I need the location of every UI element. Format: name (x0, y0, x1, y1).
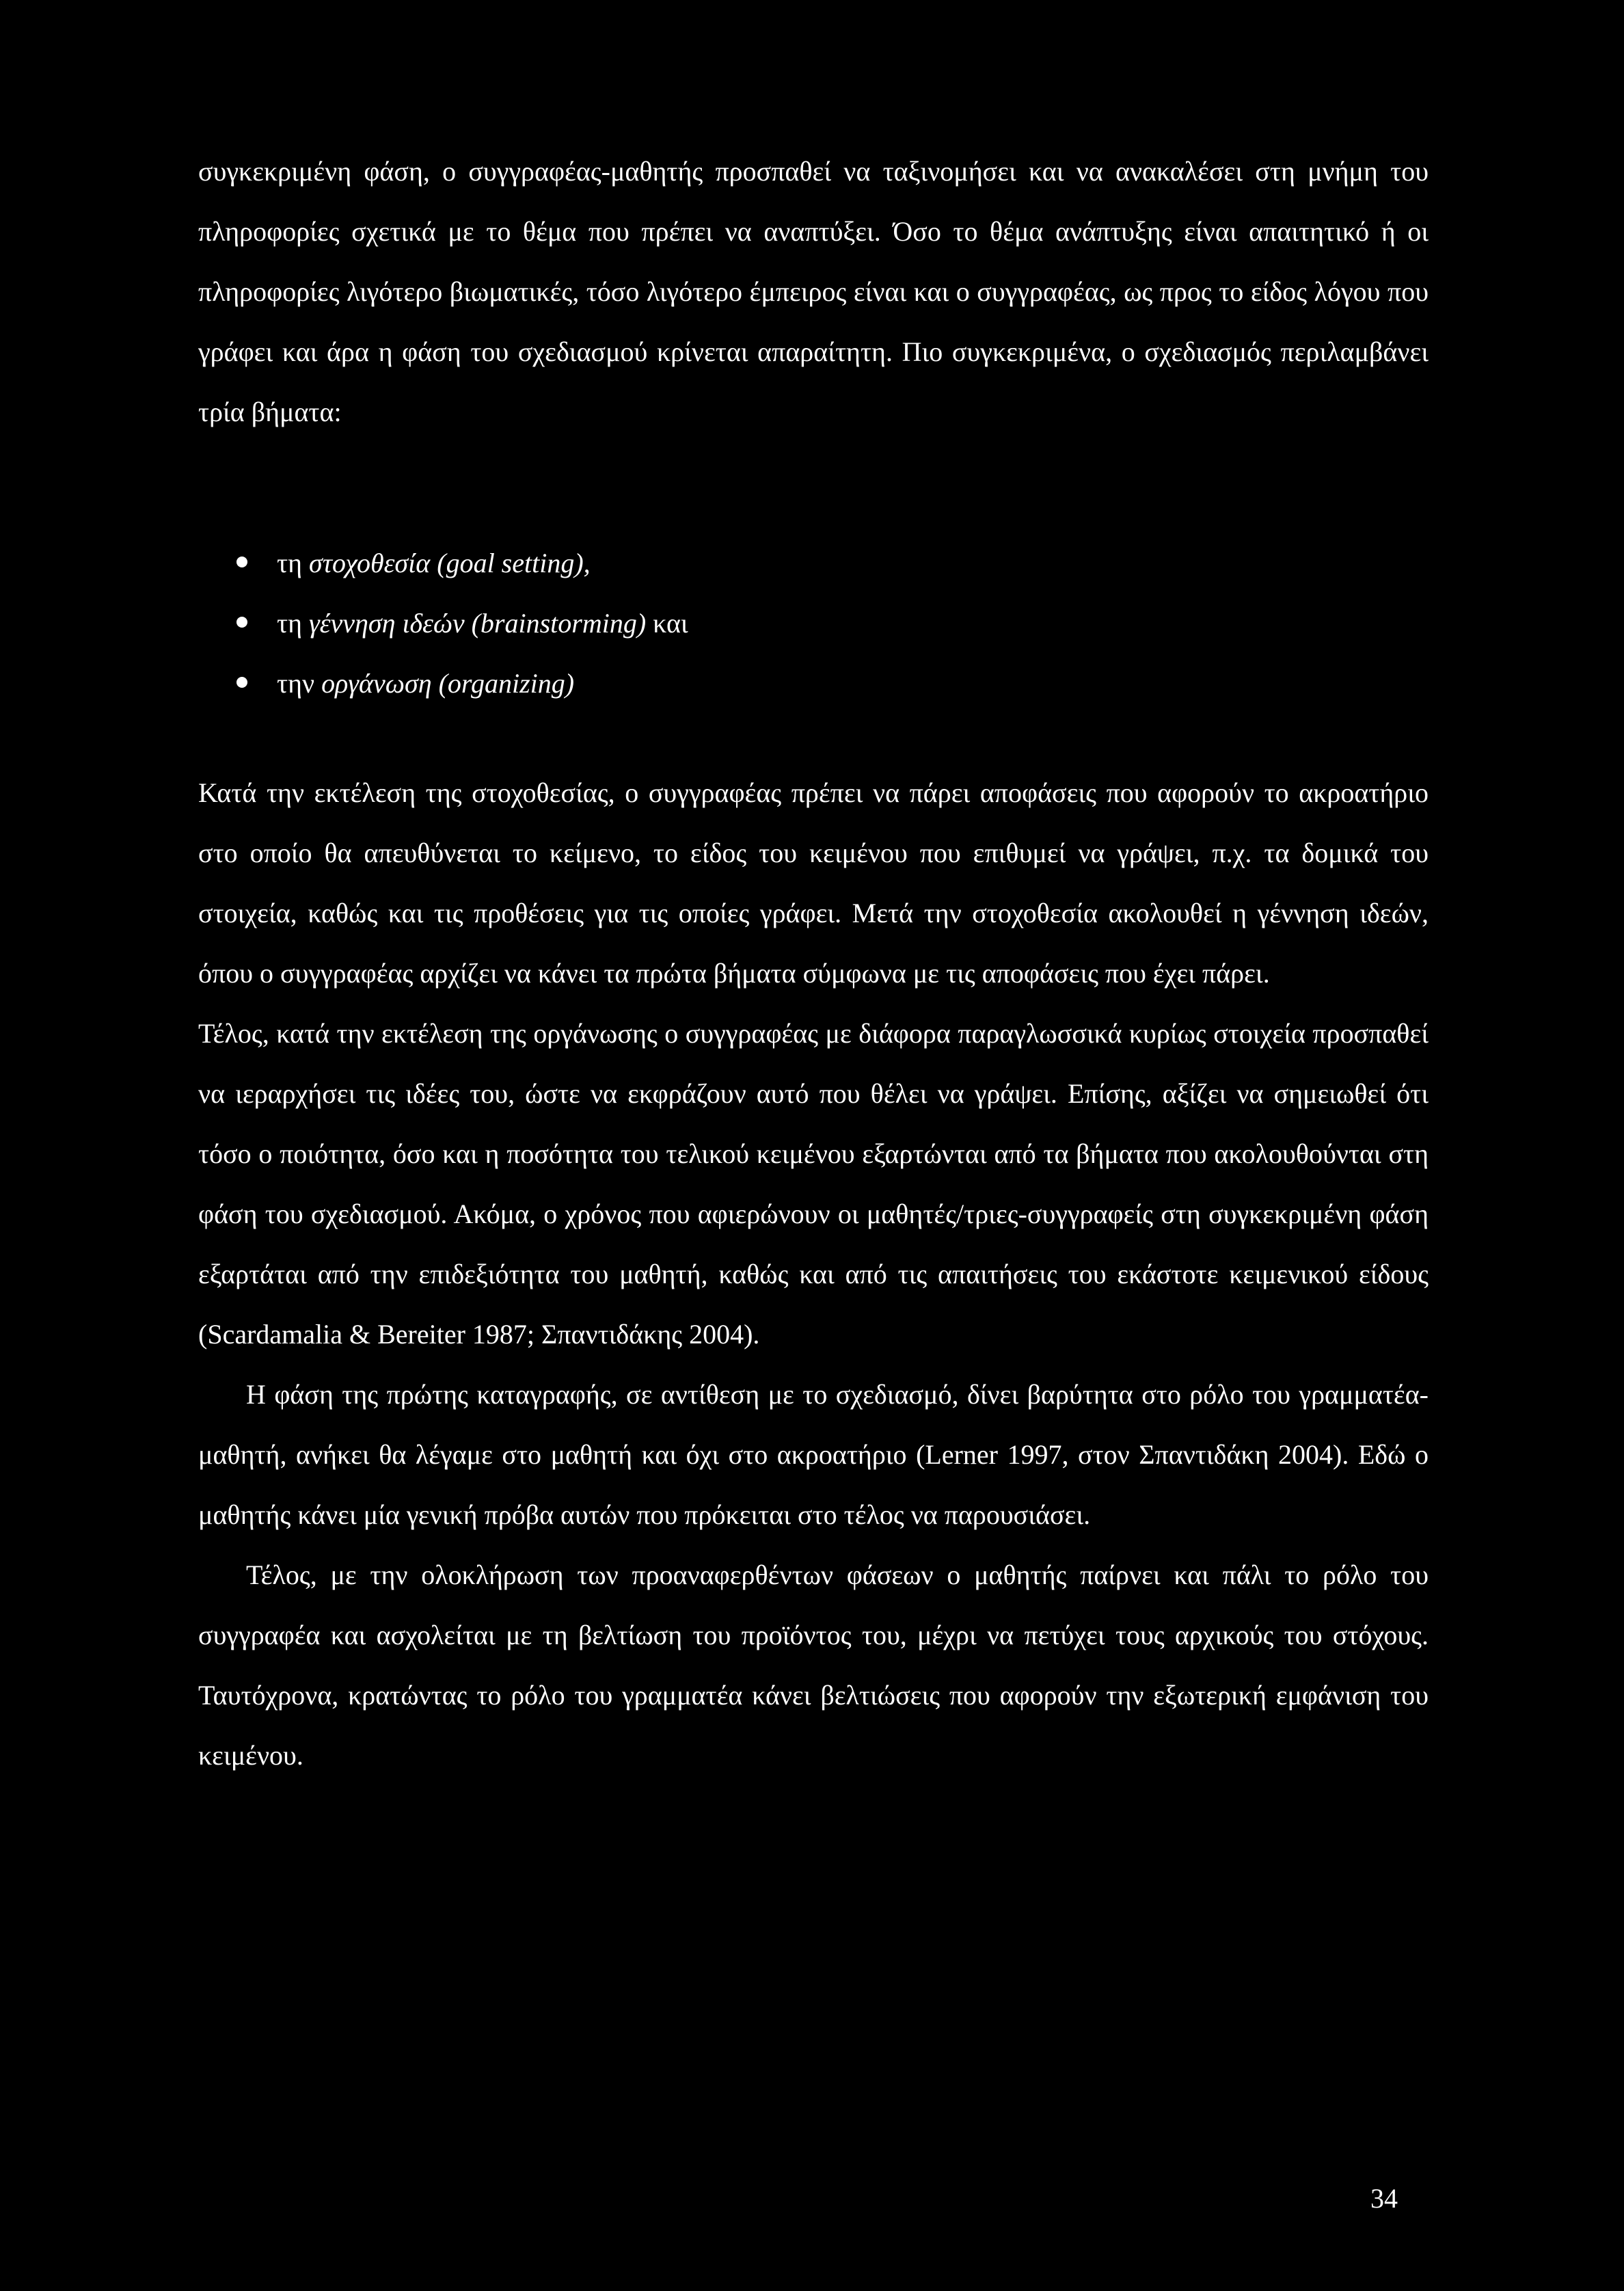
bullet-icon (236, 617, 247, 628)
goal-setting-paragraph: Κατά την εκτέλεση της στοχοθεσίας, ο συγγραφέας πρέπει να πάρει αποφάσεις που αφορούν το ακροατήριο στο οποίο θα απευθύνεται το κείμενο, το είδος του κειμένου που επιθυμεί να γράψει, π.χ. τα δομικά του στοιχεία, καθώς και τις προθέσεις για τις οποίες γράφει. Μετά την στοχοθεσία ακολουθεί η γέννηση ιδεών, όπου ο συγγραφέας αρχίζει να κάνει τα πρώτα βήματα σύμφωνα με τις αποφάσεις που έχει πάρει. (198, 777, 1429, 989)
step-prefix: τη (277, 548, 309, 578)
list-item (198, 533, 1429, 593)
step-term: στοχοθεσία (goal setting), (309, 548, 591, 578)
first-draft-paragraph: Η φάση της πρώτης καταγραφής, σε αντίθεση με το σχεδιασμό, δίνει βαρύτητα στο ρόλο του γραμματέα-μαθητή, ανήκει θα λέγαμε στο μαθητή και όχι στο ακροατήριο (Lerner 1997, στον Σπαντιδάκη 2004). Εδώ ο μαθητής κάνει μία γενική πρόβα αυτών που πρόκειται στο τέλος να παρουσιάσει. (198, 1379, 1429, 1530)
step-suffix: και (646, 608, 688, 639)
intro-section (198, 142, 1429, 442)
step-term: οργάνωση (organizing) (321, 668, 575, 699)
body-section (198, 763, 1429, 1786)
page-number: 34 (1370, 2183, 1398, 2214)
list-item (198, 593, 1429, 654)
planning-steps-list (198, 533, 1429, 714)
step-prefix: τη (277, 608, 309, 639)
revision-paragraph: Τέλος, με την ολοκλήρωση των προαναφερθέντων φάσεων ο μαθητής παίρνει και πάλι το ρόλο του συγγραφέα και ασχολείται με τη βελτίωση του προϊόντος του, μέχρι να πετύχει τους αρχικούς του στόχους. Ταυτόχρονα, κρατώντας το ρόλο του γραμματέα κάνει βελτιώσεις που αφορούν την εξωτερική εμφάνιση του κειμένου. (198, 1559, 1429, 1771)
organizing-paragraph: Τέλος, κατά την εκτέλεση της οργάνωσης ο συγγραφέας με διάφορα παραγλωσσικά κυρίως στοιχεία προσπαθεί να ιεραρχήσει τις ιδέες του, ώστε να εκφράζουν αυτό που θέλει να γράψει. Επίσης, αξίζει να σημειωθεί ότι τόσο ο ποιότητα, όσο και η ποσότητα του τελικού κειμένου εξαρτώνται από τα βήματα που ακολουθούνται στη φάση του σχεδιασμού. Ακόμα, ο χρόνος που αφιερώνουν οι μαθητές/τριες-συγγραφείς στη συγκεκριμένη φάση εξαρτάται από την επιδεξιότητα του μαθητή, καθώς και από τις απαιτήσεις του εκάστοτε κειμενικού είδους (Scardamalia & Bereiter 1987; Σπαντιδάκης 2004). (198, 1018, 1429, 1350)
intro-paragraph: συγκεκριμένη φάση, ο συγγραφέας-μαθητής προσπαθεί να ταξινομήσει και να ανακαλέσει στη μνήμη του πληροφορίες σχετικά με το θέμα που πρέπει να αναπτύξει. Όσο το θέμα ανάπτυξης είναι απαιτητικό ή οι πληροφορίες λιγότερο βιωματικές, τόσο λιγότερο έμπειρος είναι και ο συγγραφέας, ως προς το είδος λόγου που γράφει και άρα η φάση του σχεδιασμού κρίνεται απαραίτητη. Πιο συγκεκριμένα, ο σχεδιασμός περιλαμβάνει τρία βήματα: (198, 156, 1429, 427)
list-item (198, 654, 1429, 714)
bullet-icon (236, 557, 247, 567)
step-prefix: την (277, 668, 322, 699)
bullet-icon (236, 677, 247, 688)
step-term: γέννηση ιδεών (brainstorming) (309, 608, 647, 639)
